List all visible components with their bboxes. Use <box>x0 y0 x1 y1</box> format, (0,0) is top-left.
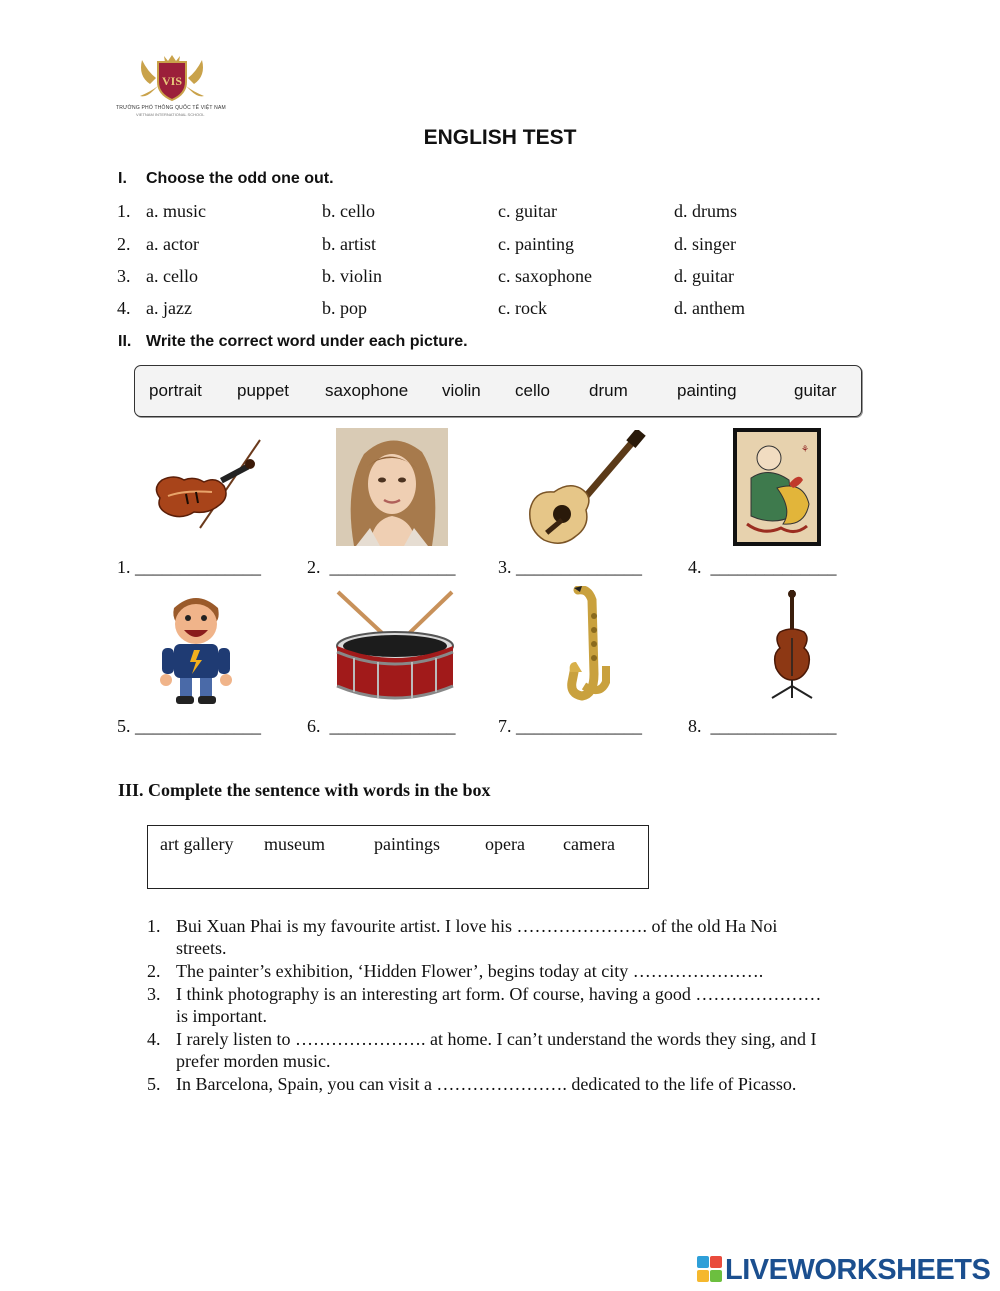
word-bank-item: puppet <box>237 381 289 400</box>
picture-number: 1. <box>117 557 131 577</box>
drum-icon <box>334 586 456 704</box>
folk-painting <box>733 428 821 546</box>
answer-blank[interactable] <box>307 557 456 578</box>
school-name: TRƯỜNG PHỔ THÔNG QUỐC TẾ VIỆT NAM <box>116 105 226 111</box>
portrait-photo <box>336 428 448 546</box>
sentence-text[interactable]: The painter’s exhibition, ‘Hidden Flower’, begins today at city …………………. <box>176 961 764 981</box>
sentence-item <box>147 915 887 959</box>
section-2-title: Write the correct word under each picture. <box>146 333 468 350</box>
sentence-number: 4. <box>147 1029 161 1049</box>
word-bank-item: cello <box>515 381 550 400</box>
word-bank-item: museum <box>264 834 325 854</box>
saxophone-icon <box>566 586 624 708</box>
sentence-text[interactable]: I think photography is an interesting art form. Of course, having a good ………………… is important. <box>176 984 822 1026</box>
word-bank-item: opera <box>485 834 525 854</box>
option-d[interactable]: d. drums <box>674 201 737 221</box>
answer-blank[interactable] <box>688 716 837 737</box>
question-row <box>0 201 1000 231</box>
answer-blank[interactable] <box>117 716 261 737</box>
answer-blank[interactable] <box>307 716 456 737</box>
sentence-item <box>147 1028 887 1072</box>
answer-line[interactable]: ______________ <box>710 557 837 577</box>
option-c[interactable]: c. guitar <box>498 201 557 221</box>
picture-number: 8. <box>688 716 702 736</box>
section-3-heading: III. Complete the sentence with words in the box <box>118 780 491 800</box>
cello-icon <box>762 588 818 700</box>
picture-number: 2. <box>307 557 321 577</box>
picture-number: 6. <box>307 716 321 736</box>
word-bank-item: drum <box>589 381 628 400</box>
picture-number: 4. <box>688 557 702 577</box>
question-number: 4. <box>117 298 131 318</box>
puppet-icon <box>158 588 234 706</box>
liveworksheets-blocks-icon <box>697 1254 723 1284</box>
word-bank-item: paintings <box>374 834 440 854</box>
picture-number: 3. <box>498 557 512 577</box>
option-a[interactable]: a. music <box>146 201 206 221</box>
option-b[interactable]: b. pop <box>322 298 367 318</box>
answer-blank[interactable] <box>688 557 837 578</box>
option-d[interactable]: d. singer <box>674 234 736 254</box>
question-row <box>0 298 1000 328</box>
sentence-text[interactable]: In Barcelona, Spain, you can visit a …………………. dedicated to the life of Picasso. <box>176 1074 797 1094</box>
liveworksheets-wordmark: LIVEWORKSHEETS <box>725 1254 991 1286</box>
option-a[interactable]: a. jazz <box>146 298 192 318</box>
option-b[interactable]: b. artist <box>322 234 376 254</box>
option-c[interactable]: c. painting <box>498 234 574 254</box>
liveworksheets-logo <box>697 1254 991 1286</box>
sentence-text[interactable]: Bui Xuan Phai is my favourite artist. I love his …………………. of the old Ha Noi streets. <box>176 916 778 958</box>
option-c[interactable]: c. rock <box>498 298 547 318</box>
option-a[interactable]: a. cello <box>146 266 198 286</box>
answer-line[interactable]: ______________ <box>135 557 261 577</box>
school-subtitle: VIETNAM INTERNATIONAL SCHOOL <box>136 112 205 117</box>
question-number: 3. <box>117 266 131 286</box>
sentence-number: 3. <box>147 984 161 1004</box>
answer-line[interactable]: ______________ <box>135 716 261 736</box>
answer-line[interactable]: ______________ <box>516 716 642 736</box>
section-1-heading <box>118 170 334 188</box>
word-bank-item: art gallery <box>160 834 234 854</box>
sentence-item <box>147 960 887 982</box>
sentence-number: 5. <box>147 1074 161 1094</box>
word-box <box>147 825 649 889</box>
word-bank-item: saxophone <box>325 381 409 400</box>
sentence-number: 2. <box>147 961 161 981</box>
word-box <box>134 365 862 417</box>
question-number: 1. <box>117 201 131 221</box>
picture-number: 7. <box>498 716 512 736</box>
answer-blank[interactable] <box>498 557 642 578</box>
school-logo <box>112 52 232 122</box>
option-a[interactable]: a. actor <box>146 234 199 254</box>
option-b[interactable]: b. violin <box>322 266 383 286</box>
word-bank-item: portrait <box>149 381 202 400</box>
sentence-number: 1. <box>147 916 161 936</box>
answer-line[interactable]: ______________ <box>516 557 642 577</box>
question-row <box>0 234 1000 264</box>
section-2-number: II. <box>118 333 132 350</box>
answer-blank[interactable] <box>117 557 261 578</box>
violin-icon <box>148 436 266 532</box>
word-bank-item: painting <box>677 381 737 400</box>
sentence-item <box>147 983 887 1027</box>
answer-line[interactable]: ______________ <box>329 716 456 736</box>
sentence-text[interactable]: I rarely listen to …………………. at home. I can’t understand the words they sing, and I prefer morden music. <box>176 1029 817 1071</box>
word-bank-item: camera <box>563 834 615 854</box>
option-d[interactable]: d. guitar <box>674 266 734 286</box>
answer-line[interactable]: ______________ <box>329 557 456 577</box>
answer-line[interactable]: ______________ <box>710 716 837 736</box>
option-d[interactable]: d. anthem <box>674 298 745 318</box>
word-bank-item: violin <box>442 381 481 400</box>
question-row <box>0 266 1000 296</box>
school-crest-icon <box>112 52 232 104</box>
page-title: ENGLISH TEST <box>423 126 577 149</box>
picture-number: 5. <box>117 716 131 736</box>
sentence-item <box>147 1073 887 1095</box>
answer-blank[interactable] <box>498 716 642 737</box>
section-1-number: I. <box>118 170 127 187</box>
option-c[interactable]: c. saxophone <box>498 266 592 286</box>
option-b[interactable]: b. cello <box>322 201 375 221</box>
section-2-heading <box>118 333 468 351</box>
word-bank-item: guitar <box>794 381 837 400</box>
section-1-title: Choose the odd one out. <box>146 170 334 187</box>
question-number: 2. <box>117 234 131 254</box>
painting-caption-glyph: ⚘ <box>801 445 810 455</box>
svg-text:VIS: VIS <box>161 74 183 88</box>
guitar-icon <box>524 430 646 548</box>
